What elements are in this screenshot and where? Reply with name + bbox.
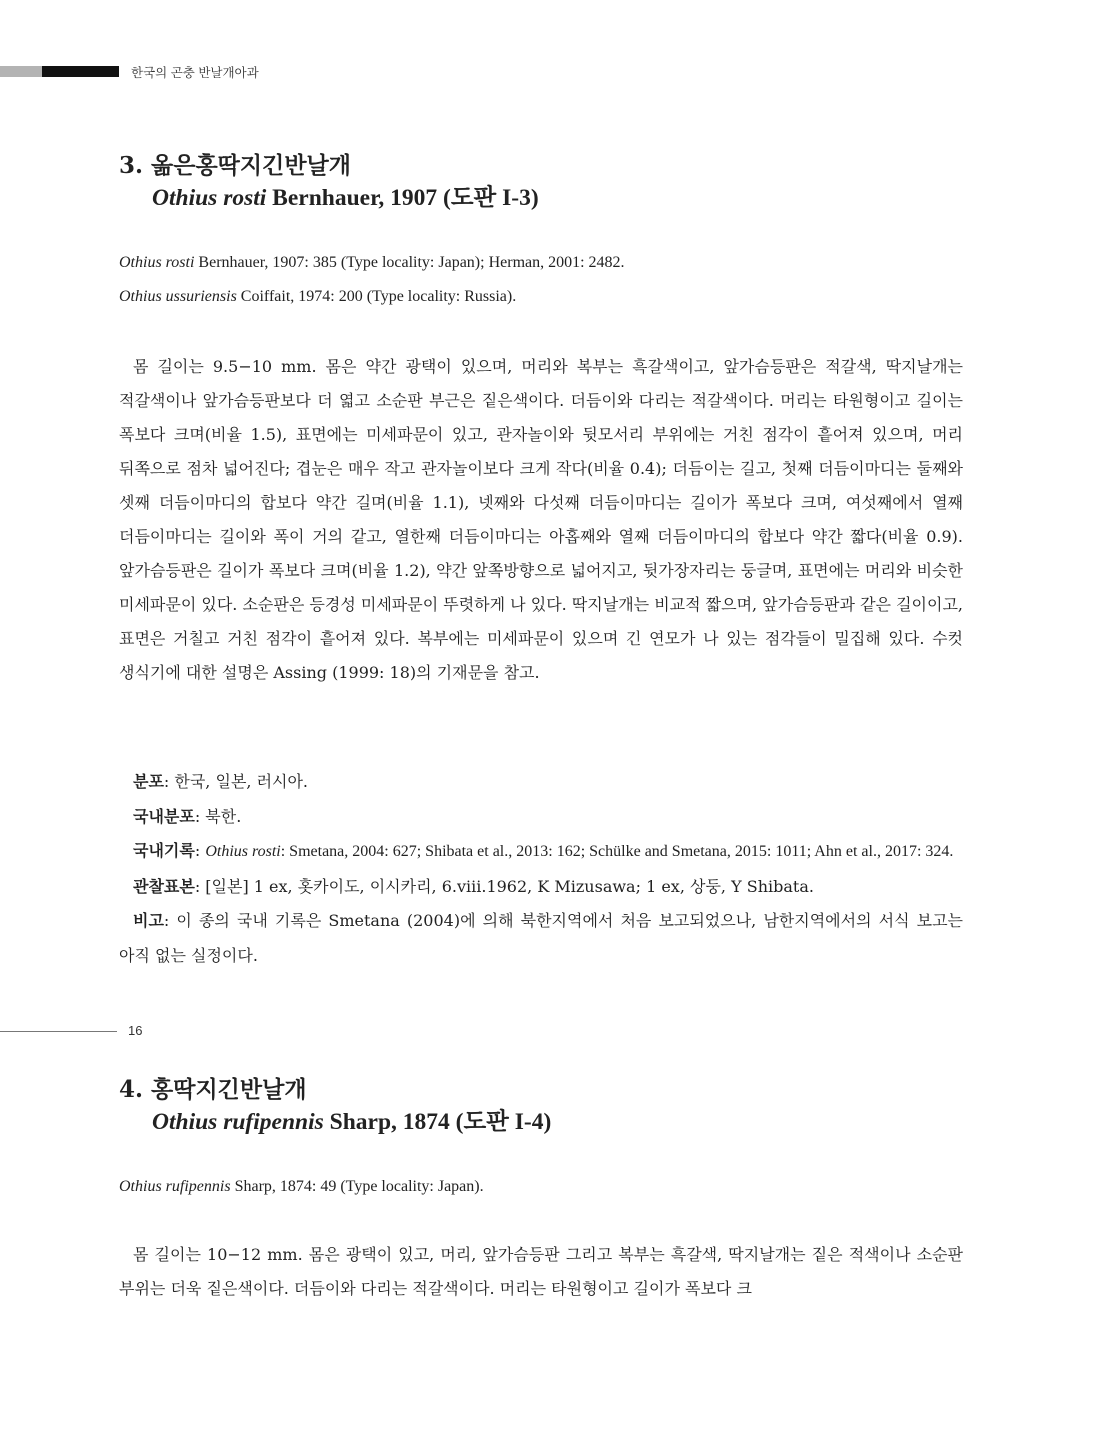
domestic-distribution-label: 국내분포 — [133, 806, 195, 826]
remarks-note — [119, 904, 963, 973]
running-header-title: 한국의 곤충 반날개아과 — [131, 66, 259, 80]
specimens-value: : [일본] 1 ex, 홋카이도, 이시카리, 6.viii.1962, K Mizusawa; 1 ex, 상둥, Y Shibata. — [194, 876, 814, 896]
synonym-citation: Sharp, 1874: 49 (Type locality: Japan). — [234, 1178, 484, 1195]
species-3-plate-ref: (도판 I-3) — [443, 185, 539, 211]
species-4-plate-ref: (도판 I-4) — [455, 1109, 552, 1135]
domestic-records-species: Othius rosti — [205, 843, 281, 860]
synonym-entry — [119, 280, 979, 314]
species-3-scientific-heading — [152, 182, 539, 214]
species-3-korean-heading — [119, 150, 539, 182]
specimens-note — [119, 870, 963, 905]
distribution-note — [119, 765, 963, 800]
synonym-citation: Coiffait, 1974: 200 (Type locality: Russia). — [240, 288, 517, 305]
species-4-heading — [119, 1074, 551, 1138]
species-4-synonym-list — [119, 1170, 979, 1204]
domestic-records-note — [119, 834, 963, 870]
species-4-author: Sharp, 1874 — [329, 1109, 450, 1135]
synonym-name: Othius rosti — [119, 254, 195, 271]
synonym-name: Othius ussuriensis — [119, 288, 237, 305]
species-3-notes — [119, 765, 963, 973]
distribution-label: 분포 — [133, 772, 164, 791]
domestic-records-label: 국내기록 — [133, 841, 195, 860]
synonym-citation: Bernhauer, 1907: 385 (Type locality: Japan); Herman, 2001: 2482. — [198, 254, 625, 271]
domestic-records-separator: : — [194, 841, 206, 860]
footer-rule — [0, 1031, 117, 1032]
species-3-number: 3. — [119, 152, 144, 179]
species-4-korean-name: 홍딱지긴반날개 — [151, 1076, 307, 1103]
header-decoration-bar-dark — [42, 66, 119, 77]
species-4-number: 4. — [119, 1076, 144, 1103]
remarks-value: : 이 종의 국내 기록은 Smetana (2004)에 의해 북한지역에서 처음 보고되었으나, 남한지역에서의 서식 보고는 아직 없는 실정이다. — [119, 911, 963, 965]
species-3-scientific-name: Othius rosti — [152, 185, 267, 211]
domestic-distribution-note — [119, 800, 963, 835]
species-3-heading — [119, 150, 539, 214]
domestic-records-value: : Smetana, 2004: 627; Shibata et al., 2013: 162; Schülke and Smetana, 2015: 1011; Ahn et al., 2017: 324. — [280, 843, 954, 860]
distribution-value: : 한국, 일본, 러시아. — [163, 772, 309, 791]
domestic-distribution-value: : 북한. — [194, 806, 242, 826]
header-decoration-bar-light — [0, 66, 42, 77]
species-3-description: 몸 길이는 9.5−10 mm. 몸은 약간 광택이 있으며, 머리와 복부는 흑갈색이고, 앞가슴등판은 적갈색, 딱지날개는 적갈색이나 앞가슴등판보다 더 엷고 소순판 부근은 짙은색이다. 더듬이와 다리는 적갈색이다. 머리는 타원형이고 길이는 폭보다 크며(비율 1.5), 표면에는 미세파문이 있고, 관자놀이와 뒷모서리 부위에는 거친 점각이 흩어져 있으며, 머리 뒤쪽으로 점차 넓어진다; 겹눈은 매우 작고 관자놀이보다 크게 작다(비율 0.4); 더듬이는 길고, 첫째 더듬이마디는 둘째와 셋째 더듬이마디의 합보다 약간 길며(비율 1.1), 넷째와 다섯째 더듬이마디는 길이가 폭보다 크며, 여섯째에서 열째 더듬이마디는 길이와 폭이 거의 같고, 열한째 더듬이마디는 아홉째와 열째 더듬이마디의 합보다 약간 짧다(비율 0.9). 앞가슴등판은 길이가 폭보다 크며(비율 1.2), 약간 앞쪽방향으로 넓어지고, 뒷가장자리는 둥글며, 표면에는 머리와 비슷한 미세파문이 있다. 소순판은 등경성 미세파문이 뚜렷하게 나 있다. 딱지날개는 비교적 짧으며, 앞가슴등판과 같은 길이이고, 표면은 거칠고 거친 점각이 흩어져 있다. 복부에는 미세파문이 있으며 긴 연모가 나 있는 점각들이 밀집해 있다. 수컷 생식기에 대한 설명은 Assing (1999: 18)의 기재문을 참고. — [119, 357, 963, 682]
species-4-korean-heading — [119, 1074, 551, 1106]
synonym-name: Othius rufipennis — [119, 1178, 231, 1195]
species-3-author: Bernhauer, 1907 — [272, 185, 438, 211]
synonym-entry — [119, 1170, 979, 1204]
species-4-scientific-heading — [152, 1106, 551, 1138]
page-number: 16 — [128, 1023, 143, 1038]
remarks-label: 비고 — [133, 911, 164, 930]
species-4-scientific-name: Othius rufipennis — [152, 1109, 324, 1135]
species-3-synonym-list — [119, 246, 979, 314]
specimens-label: 관찰표본 — [133, 876, 195, 896]
synonym-entry — [119, 246, 979, 280]
species-4-description: 몸 길이는 10−12 mm. 몸은 광택이 있고, 머리, 앞가슴등판 그리고 복부는 흑갈색, 딱지날개는 짙은 적색이나 소순판 부위는 더욱 짙은색이다. 더듬이와 다리는 적갈색이다. 머리는 타원형이고 길이가 폭보다 크 — [119, 1245, 963, 1298]
species-3-korean-name: 옮은홍딱지긴반날개 — [151, 152, 351, 179]
